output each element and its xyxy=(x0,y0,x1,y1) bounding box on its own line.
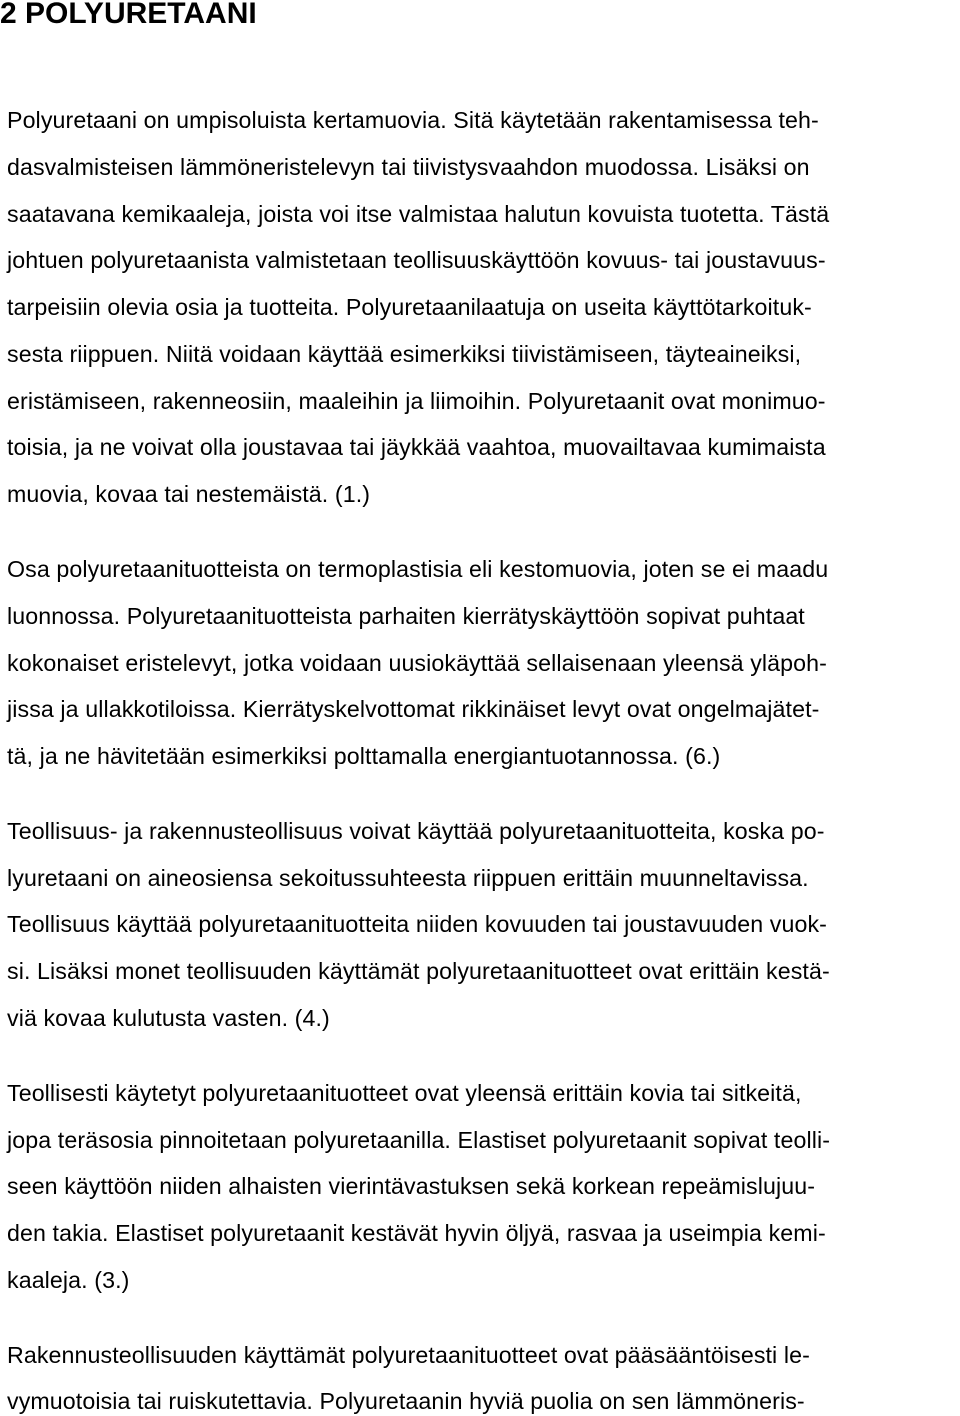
paragraph-line: den takia. Elastiset polyuretaanit kestävät hyvin öljyä, rasvaa ja useimpia kemi- xyxy=(7,1220,826,1246)
paragraph-line: lyuretaani on aineosiensa sekoitussuhteesta riippuen erittäin muunneltavissa. xyxy=(7,865,809,891)
paragraph-line: toisia, ja ne voivat olla joustavaa tai jäykkää vaahtoa, muovailtavaa kumimaista xyxy=(7,434,826,460)
paragraph-line: si. Lisäksi monet teollisuuden käyttämät polyuretaanituotteet ovat erittäin kestä- xyxy=(7,958,830,984)
paragraph-line: eristämiseen, rakenneosiin, maaleihin ja liimoihin. Polyuretaanit ovat monimuo- xyxy=(7,388,826,414)
paragraph-line: luonnossa. Polyuretaanituotteista parhaiten kierrätyskäyttöön sopivat puhtaat xyxy=(7,603,805,629)
paragraph-line: johtuen polyuretaanista valmistetaan teollisuuskäyttöön kovuus- tai joustavuus- xyxy=(7,247,826,273)
paragraph-line: viä kovaa kulutusta vasten. (4.) xyxy=(7,1005,330,1031)
paragraph-line: Teollisesti käytetyt polyuretaanituotteet ovat yleensä erittäin kovia tai sitkeitä, xyxy=(7,1080,802,1106)
paragraph-line: muovia, kovaa tai nestemäistä. (1.) xyxy=(7,481,371,507)
paragraph-line: Teollisuus käyttää polyuretaanituotteita niiden kovuuden tai joustavuuden vuok- xyxy=(7,911,827,937)
paragraph-line: kokonaiset eristelevyt, jotka voidaan uusiokäyttää sellaisenaan yleensä yläpoh- xyxy=(7,650,827,676)
paragraph-line: tä, ja ne hävitetään esimerkiksi polttamalla energiantuotannossa. (6.) xyxy=(7,743,721,769)
paragraph-line: dasvalmisteisen lämmöneristelevyn tai tiivistysvaahdon muodossa. Lisäksi on xyxy=(7,154,810,180)
paragraph-line: seen käyttöön niiden alhaisten vierintävastuksen sekä korkean repeämislujuu- xyxy=(7,1173,816,1199)
paragraph-line: Osa polyuretaanituotteista on termoplastisia eli kestomuovia, joten se ei maadu xyxy=(7,556,829,582)
paragraph-line: Teollisuus- ja rakennusteollisuus voivat käyttää polyuretaanituotteita, koska po- xyxy=(7,818,825,844)
paragraph-line: kaaleja. (3.) xyxy=(7,1267,130,1293)
section-heading: 2 POLYURETAANI xyxy=(0,0,257,30)
paragraph-line: saatavana kemikaaleja, joista voi itse valmistaa halutun kovuista tuotetta. Tästä xyxy=(7,201,830,227)
paragraph-line: sesta riippuen. Niitä voidaan käyttää esimerkiksi tiivistämiseen, täyteaineiksi, xyxy=(7,341,802,367)
paragraph-line: jopa teräsosia pinnoitetaan polyuretaanilla. Elastiset polyuretaanit sopivat teolli- xyxy=(7,1127,831,1153)
paragraph-line: tarpeisiin olevia osia ja tuotteita. Polyuretaanilaatuja on useita käyttötarkoituk- xyxy=(7,294,812,320)
paragraph-line: Rakennusteollisuuden käyttämät polyuretaanituotteet ovat pääsääntöisesti le- xyxy=(7,1342,810,1368)
paragraph-line: Polyuretaani on umpisoluista kertamuovia. Sitä käytetään rakentamisessa teh- xyxy=(7,107,819,133)
paragraph-line: vymuotoisia tai ruiskutettavia. Polyuretaanin hyviä puolia on sen lämmöneris- xyxy=(7,1388,805,1414)
paragraph-line: jissa ja ullakkotiloissa. Kierrätyskelvottomat rikkinäiset levyt ovat ongelmajätet- xyxy=(7,696,820,722)
